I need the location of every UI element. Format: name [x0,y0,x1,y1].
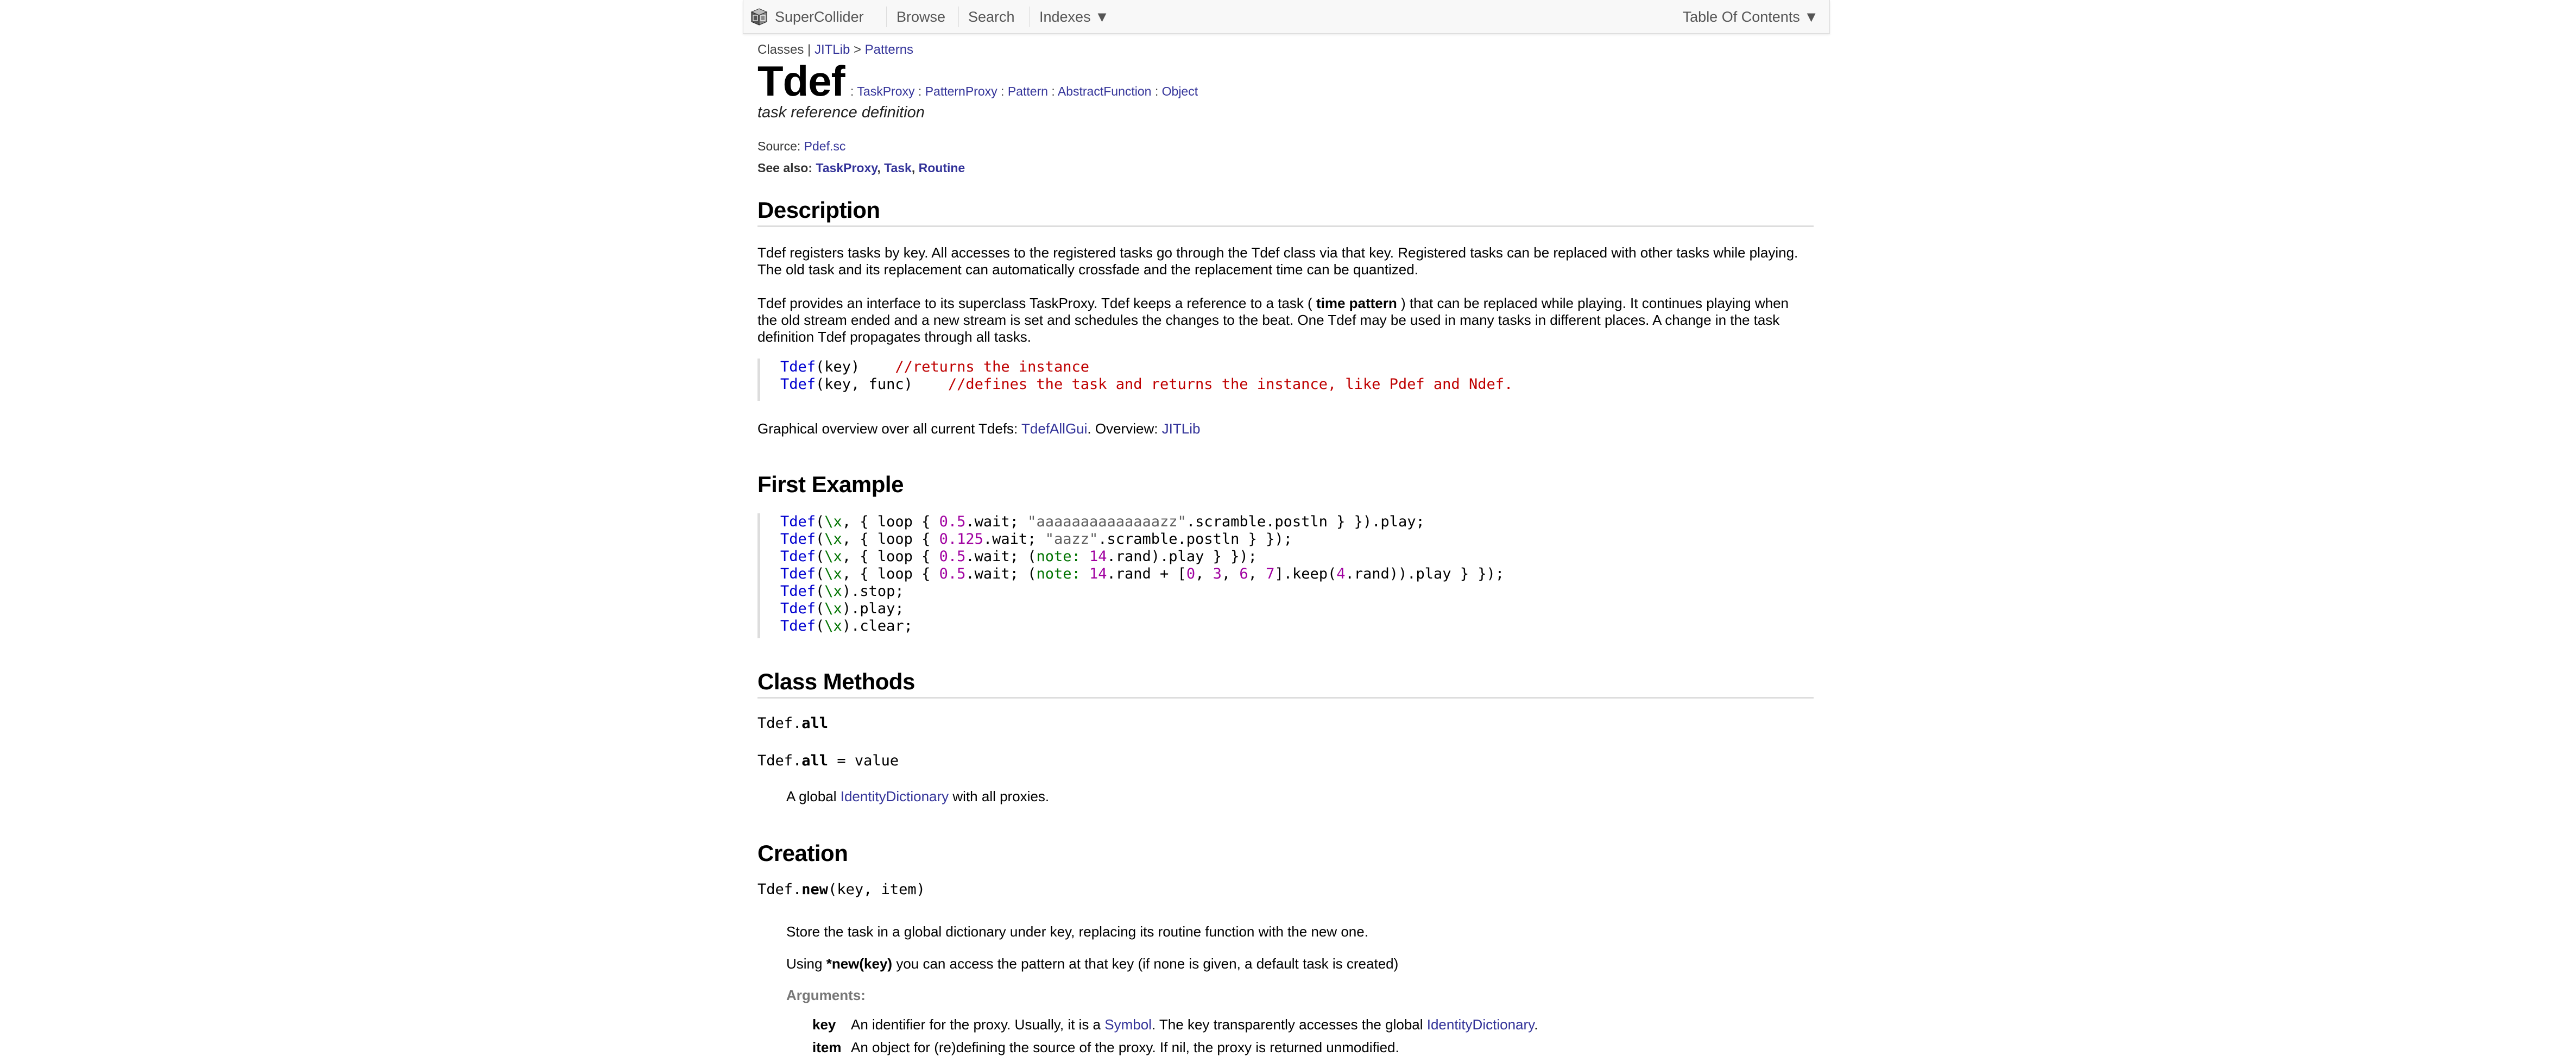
nav-home-link[interactable]: SuperCollider [775,9,864,25]
see-also-link[interactable]: Task [884,161,912,175]
superclass-chain: : TaskProxy : PatternProxy : Pattern : AbstractFunction : Object [847,84,1198,98]
code-line: Tdef(\x, { loop { 0.125.wait; "aazz".scramble.postln } }); [780,531,1292,548]
section-divider [757,225,1814,227]
nav-browse-link[interactable]: Browse [896,9,946,25]
code-line: Tdef(key) //returns the instance [780,359,1089,375]
page-title: Tdef [757,57,845,105]
method-signature-all-setter: Tdef.all = value [757,752,899,769]
code-block-constructors[interactable] [757,359,1513,401]
overview-paragraph: Graphical overview over all current Tdefs: TdefAllGui. Overview: JITLib [757,420,1201,437]
argument-name-key: key [812,1016,836,1033]
section-heading-first-example: First Example [757,472,904,497]
superclass-link[interactable]: PatternProxy [925,84,997,98]
nav-search-link[interactable]: Search [968,9,1015,25]
code-block-first-example[interactable] [757,513,1504,638]
nav-divider [958,7,959,27]
nav-indexes-menu[interactable]: Indexes ▼ [1039,9,1109,25]
code-line: Tdef(\x, { loop { 0.5.wait; "aaaaaaaaaaaaaazz".scramble.postln } }).play; [780,513,1425,530]
see-also-link[interactable]: Routine [918,161,965,175]
section-divider [757,697,1814,699]
breadcrumb-classes: Classes [757,42,804,57]
top-navbar [743,0,1830,34]
argument-description-item: An object for (re)defining the source of the proxy. If nil, the proxy is returned unmodified. [851,1039,1399,1055]
breadcrumb-jitlib-link[interactable]: JITLib [814,42,850,57]
code-line: Tdef(\x, { loop { 0.5.wait; (note: 14.rand).play } }); [780,548,1257,565]
superclass-link[interactable]: AbstractFunction [1057,84,1152,98]
argument-name-item: item [812,1039,842,1055]
superclass-link[interactable]: Pattern [1007,84,1048,98]
source-line [757,138,845,155]
superclass-link[interactable]: TaskProxy [857,84,915,98]
code-line: Tdef(\x).clear; [780,618,913,634]
class-summary: task reference definition [757,104,925,121]
breadcrumb-separator: | [804,42,815,57]
nav-divider [886,7,887,27]
class-title-bar [757,56,1198,105]
see-also-label: See also: [757,161,816,175]
symbol-link[interactable]: Symbol [1104,1016,1152,1033]
section-heading-creation: Creation [757,840,848,866]
nav-divider [1029,7,1030,27]
method-description: A global IdentityDictionary with all proxies. [786,788,1050,804]
superclass-link[interactable]: Object [1161,84,1198,98]
code-line: Tdef(\x, { loop { 0.5.wait; (note: 14.rand + [0, 3, 6, 7].keep(4.rand)).play } }); [780,565,1505,582]
arguments-label: Arguments: [786,987,866,1003]
section-heading-description: Description [757,197,880,223]
source-label: Source: [757,139,804,153]
method-description: Store the task in a global dictionary under key, replacing its routine function with the new one. [786,923,1368,940]
method-signature-all-getter: Tdef.all [757,715,829,732]
see-also-link[interactable]: TaskProxy [816,161,877,175]
code-line: Tdef(\x).stop; [780,583,904,600]
tdefallgui-link[interactable]: TdefAllGui [1021,420,1088,437]
section-heading-class-methods: Class Methods [757,669,915,694]
breadcrumb [757,41,913,58]
code-line: Tdef(\x).play; [780,600,904,617]
description-paragraph: Tdef provides an interface to its superclass TaskProxy. Tdef keeps a reference to a task ( time pattern ) that can be replaced while playing. It continues playing when the old stream ended and a new stream is set and schedules the changes to the beat. One Tdef may be used in many tasks in different places. A change in the task definition Tdef propagates through all tasks. [757,295,1789,345]
identitydictionary-link[interactable]: IdentityDictionary [1426,1016,1535,1033]
breadcrumb-patterns-link[interactable]: Patterns [864,42,914,57]
see-also-line: See also: TaskProxy, Task, Routine [757,161,965,175]
supercollider-cube-icon[interactable] [750,8,768,26]
nav-table-of-contents-menu[interactable]: Table Of Contents ▼ [1682,9,1819,25]
method-signature-new: Tdef.new(key, item) [757,881,925,898]
code-line: Tdef(key, func) //defines the task and returns the instance, like Pdef and Ndef. [780,376,1513,393]
description-paragraph: Tdef registers tasks by key. All accesses to the registered tasks go through the Tdef class via that key. Registered tasks can be replaced with other tasks while playing. The old task and its replacement can automatically crossfade and the replacement time can be quantized. [757,244,1798,278]
jitlib-link[interactable]: JITLib [1161,420,1201,437]
argument-description-key: An identifier for the proxy. Usually, it is a Symbol. The key transparently accesses the global IdentityDictionary. [851,1016,1538,1033]
breadcrumb-separator: > [850,42,865,57]
source-file-link[interactable]: Pdef.sc [804,139,846,153]
method-description: Using *new(key) you can access the pattern at that key (if none is given, a default task is created) [786,956,1399,972]
identitydictionary-link[interactable]: IdentityDictionary [840,788,949,804]
